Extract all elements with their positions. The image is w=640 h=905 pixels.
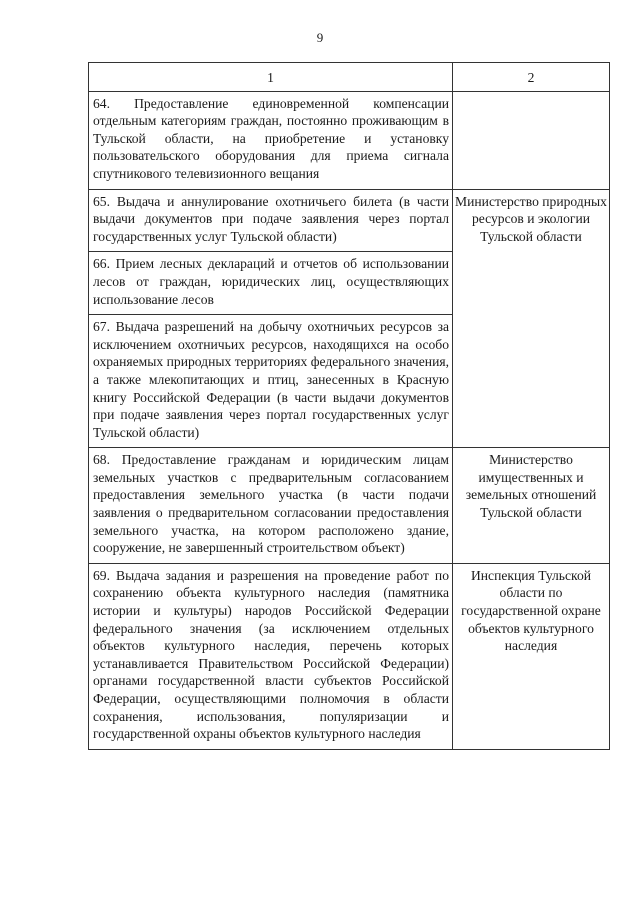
service-text: 64. Предоставление единовременной компенсации отдельным категориям граждан, постоянно проживающим в Тульской области, на приобретение и установку пользовательского оборудования для приема сигнала спутникового телевизионного вещания [89,91,453,189]
service-text: 65. Выдача и аннулирование охотничьего билета (в части выдачи документов при подаче заявления через портал государственных услуг Тульской области) [89,189,453,252]
service-text: 69. Выдача задания и разрешения на проведение работ по сохранению объекта культурного наследия (памятника истории и культуры) народов Российской Федерации федерального значения (за исключением отдельных объектов культурного наследия, перечень которых устанавливается Правительством Российской Федерации) органами государственной власти субъектов Российской Федерации, осуществляющими полномочия в области сохранения, использования, популяризации и государственной охраны объектов культурного наследия [89,563,453,749]
table-row [89,91,610,189]
page-number: 9 [316,30,324,45]
table-row [89,563,610,749]
table-header-row [89,63,610,92]
agency-cell-empty [453,91,610,189]
agency-cell: Инспекция Тульской области по государственной охране объектов культурного наследия [453,563,610,749]
column-header-1: 1 [89,63,453,92]
service-text: 66. Прием лесных деклараций и отчетов об использовании лесов от граждан, юридических лиц, осуществляющих использование лесов [89,252,453,315]
agency-cell: Министерство природных ресурсов и экологии Тульской области [453,189,610,448]
service-text: 68. Предоставление гражданам и юридическим лицам земельных участков с предварительным согласованием предоставления земельного участка (в части подачи заявления о предварительном согласовании предоставления земельного участка, на котором расположено здание, сооружение, не завершенный строительством объект) [89,448,453,564]
agency-cell: Министерство имущественных и земельных отношений Тульской области [453,448,610,564]
table-row [89,448,610,564]
services-table [88,62,610,750]
table-row [89,189,610,252]
service-text: 67. Выдача разрешений на добычу охотничьих ресурсов за исключением охотничьих ресурсов, находящихся на особо охраняемых природных территориях федерального значения, а также млекопитающих и птиц, занесенных в Красную книгу Российской Федерации (в части выдачи документов при подаче заявления через портал государственных услуг Тульской области) [89,315,453,448]
column-header-2: 2 [453,63,610,92]
